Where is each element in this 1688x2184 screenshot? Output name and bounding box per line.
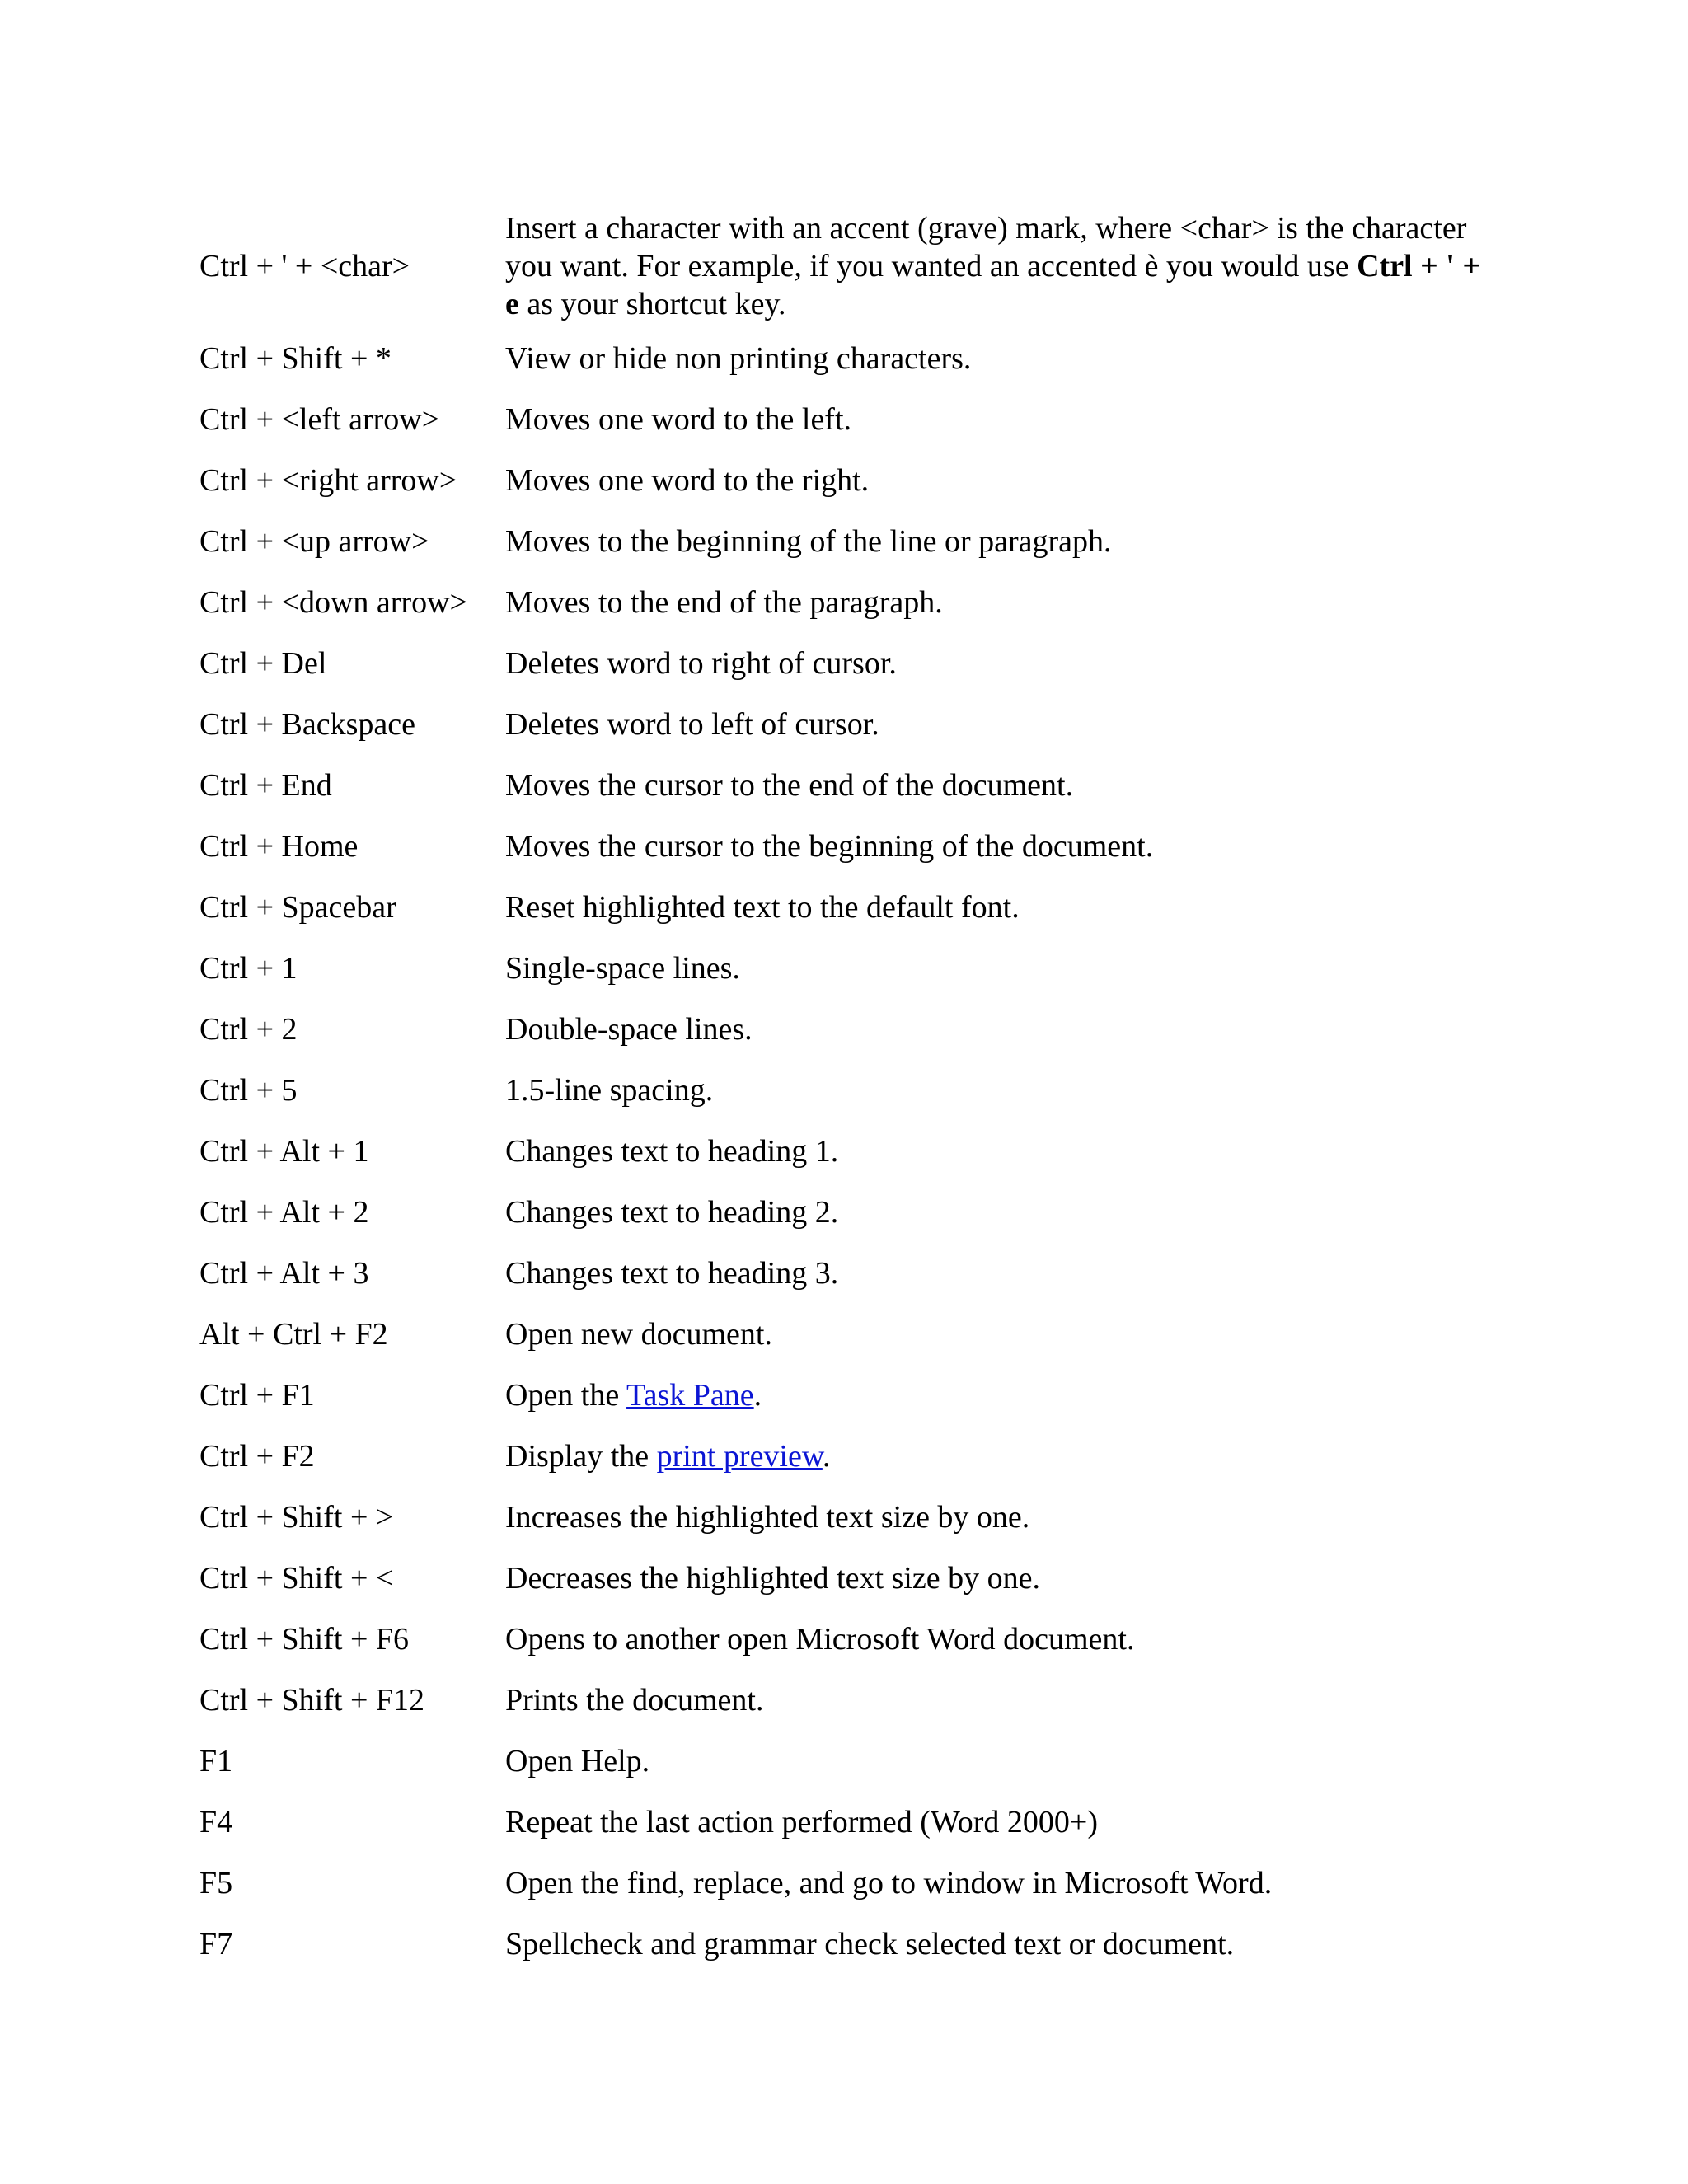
shortcut-key: Ctrl + F1 xyxy=(199,1378,315,1413)
shortcut-row xyxy=(199,572,1485,633)
shortcut-key: F4 xyxy=(199,1805,233,1840)
shortcut-row xyxy=(199,1548,1485,1609)
shortcut-row xyxy=(199,877,1485,938)
shortcut-description: Moves one word to the left. xyxy=(505,402,852,437)
shortcut-row xyxy=(199,1609,1485,1670)
shortcut-description xyxy=(505,209,1489,323)
shortcut-key: Ctrl + Alt + 1 xyxy=(199,1134,369,1169)
shortcut-key: Ctrl + Shift + * xyxy=(199,341,392,376)
shortcut-key: Ctrl + Del xyxy=(199,646,327,681)
shortcut-key: Ctrl + ' + <char> xyxy=(199,249,410,284)
shortcut-description: Moves to the beginning of the line or paragraph. xyxy=(505,524,1112,559)
description-text: . xyxy=(753,1378,762,1413)
description-text: as your shortcut key. xyxy=(518,287,786,321)
shortcut-description: Changes text to heading 1. xyxy=(505,1134,839,1169)
shortcut-row xyxy=(199,816,1485,877)
shortcut-key: Ctrl + <right arrow> xyxy=(199,463,457,498)
shortcut-key: Ctrl + Alt + 3 xyxy=(199,1256,369,1291)
shortcut-description: 1.5-line spacing. xyxy=(505,1073,714,1108)
shortcut-key: Ctrl + <down arrow> xyxy=(199,585,467,620)
task-pane-link[interactable]: Task Pane xyxy=(626,1378,754,1413)
shortcut-row xyxy=(199,1792,1485,1853)
shortcut-row xyxy=(199,328,1485,389)
shortcut-row xyxy=(199,1182,1485,1243)
shortcut-key: Ctrl + F2 xyxy=(199,1439,315,1474)
shortcut-key: Ctrl + 5 xyxy=(199,1073,298,1108)
shortcut-row xyxy=(199,1243,1485,1304)
shortcut-description: Open Help. xyxy=(505,1744,650,1779)
description-text: Display the xyxy=(505,1439,657,1474)
shortcut-description: Open new document. xyxy=(505,1317,772,1352)
shortcut-description: Open the find, replace, and go to window in Microsoft Word. xyxy=(505,1866,1273,1900)
shortcut-description: Repeat the last action performed (Word 2000+) xyxy=(505,1805,1099,1840)
shortcut-description: Changes text to heading 3. xyxy=(505,1256,839,1291)
shortcut-description: Moves the cursor to the end of the document. xyxy=(505,768,1074,803)
shortcut-table xyxy=(199,204,1489,1975)
shortcut-row xyxy=(199,999,1485,1060)
shortcut-description: Moves to the end of the paragraph. xyxy=(505,585,943,620)
shortcut-key: F1 xyxy=(199,1744,233,1779)
shortcut-key: Ctrl + 1 xyxy=(199,951,298,986)
shortcut-description: Opens to another open Microsoft Word document. xyxy=(505,1622,1135,1657)
shortcut-description: Changes text to heading 2. xyxy=(505,1195,839,1230)
shortcut-row xyxy=(199,1426,1485,1487)
shortcut-row xyxy=(199,204,1489,328)
shortcut-key: Ctrl + Shift + < xyxy=(199,1561,394,1596)
shortcut-key: Ctrl + Home xyxy=(199,829,359,864)
shortcut-description xyxy=(505,1437,1485,1475)
description-text: Insert a character with an accent (grave) mark, where <char> is the character you want. For example, if you wanted an accented è you would use xyxy=(505,211,1475,284)
shortcut-description: Prints the document. xyxy=(505,1683,764,1718)
shortcut-row xyxy=(199,1121,1485,1182)
shortcut-key: F7 xyxy=(199,1927,233,1961)
shortcut-key: Ctrl + Alt + 2 xyxy=(199,1195,369,1230)
shortcut-key: Ctrl + Shift + F6 xyxy=(199,1622,410,1657)
shortcut-key: Alt + Ctrl + F2 xyxy=(199,1317,388,1352)
shortcut-row xyxy=(199,1731,1485,1792)
shortcut-row xyxy=(199,755,1485,816)
shortcut-description: Deletes word to right of cursor. xyxy=(505,646,897,681)
shortcut-row xyxy=(199,1487,1485,1548)
shortcut-description: Single-space lines. xyxy=(505,951,740,986)
shortcut-description: Spellcheck and grammar check selected text or document. xyxy=(505,1927,1235,1961)
shortcut-description: Moves one word to the right. xyxy=(505,463,870,498)
shortcut-key: Ctrl + Spacebar xyxy=(199,890,396,925)
description-text: Open the xyxy=(505,1378,627,1413)
shortcut-key: Ctrl + <left arrow> xyxy=(199,402,440,437)
shortcut-row xyxy=(199,1914,1485,1975)
shortcut-key: F5 xyxy=(199,1866,233,1900)
shortcut-description xyxy=(505,1376,1485,1414)
shortcut-row xyxy=(199,1853,1485,1914)
shortcut-description: Double-space lines. xyxy=(505,1012,753,1047)
shortcut-row xyxy=(199,633,1485,694)
shortcut-description: Increases the highlighted text size by one. xyxy=(505,1500,1030,1535)
shortcut-row xyxy=(199,511,1485,572)
shortcut-row xyxy=(199,1060,1485,1121)
shortcut-description: Decreases the highlighted text size by one. xyxy=(505,1561,1040,1596)
shortcut-key: Ctrl + <up arrow> xyxy=(199,524,429,559)
shortcut-row xyxy=(199,389,1485,450)
shortcut-key: Ctrl + Shift + > xyxy=(199,1500,394,1535)
shortcut-row xyxy=(199,450,1485,511)
shortcut-description: Moves the cursor to the beginning of the document. xyxy=(505,829,1154,864)
shortcut-description: Deletes word to left of cursor. xyxy=(505,707,879,742)
description-text: . xyxy=(822,1439,831,1474)
shortcut-key: Ctrl + End xyxy=(199,768,332,803)
description-bold-text: Ctrl + ' + e xyxy=(505,249,1489,321)
shortcut-key: Ctrl + Backspace xyxy=(199,707,416,742)
shortcut-key: Ctrl + 2 xyxy=(199,1012,298,1047)
shortcut-description: Reset highlighted text to the default font. xyxy=(505,890,1020,925)
shortcut-description: View or hide non printing characters. xyxy=(505,341,972,376)
shortcut-row xyxy=(199,1304,1485,1365)
shortcut-row xyxy=(199,694,1485,755)
shortcut-key: Ctrl + Shift + F12 xyxy=(199,1683,425,1718)
shortcut-row xyxy=(199,1365,1485,1426)
print-preview-link[interactable]: print preview xyxy=(656,1439,823,1474)
shortcut-row xyxy=(199,938,1485,999)
shortcut-row xyxy=(199,1670,1485,1731)
